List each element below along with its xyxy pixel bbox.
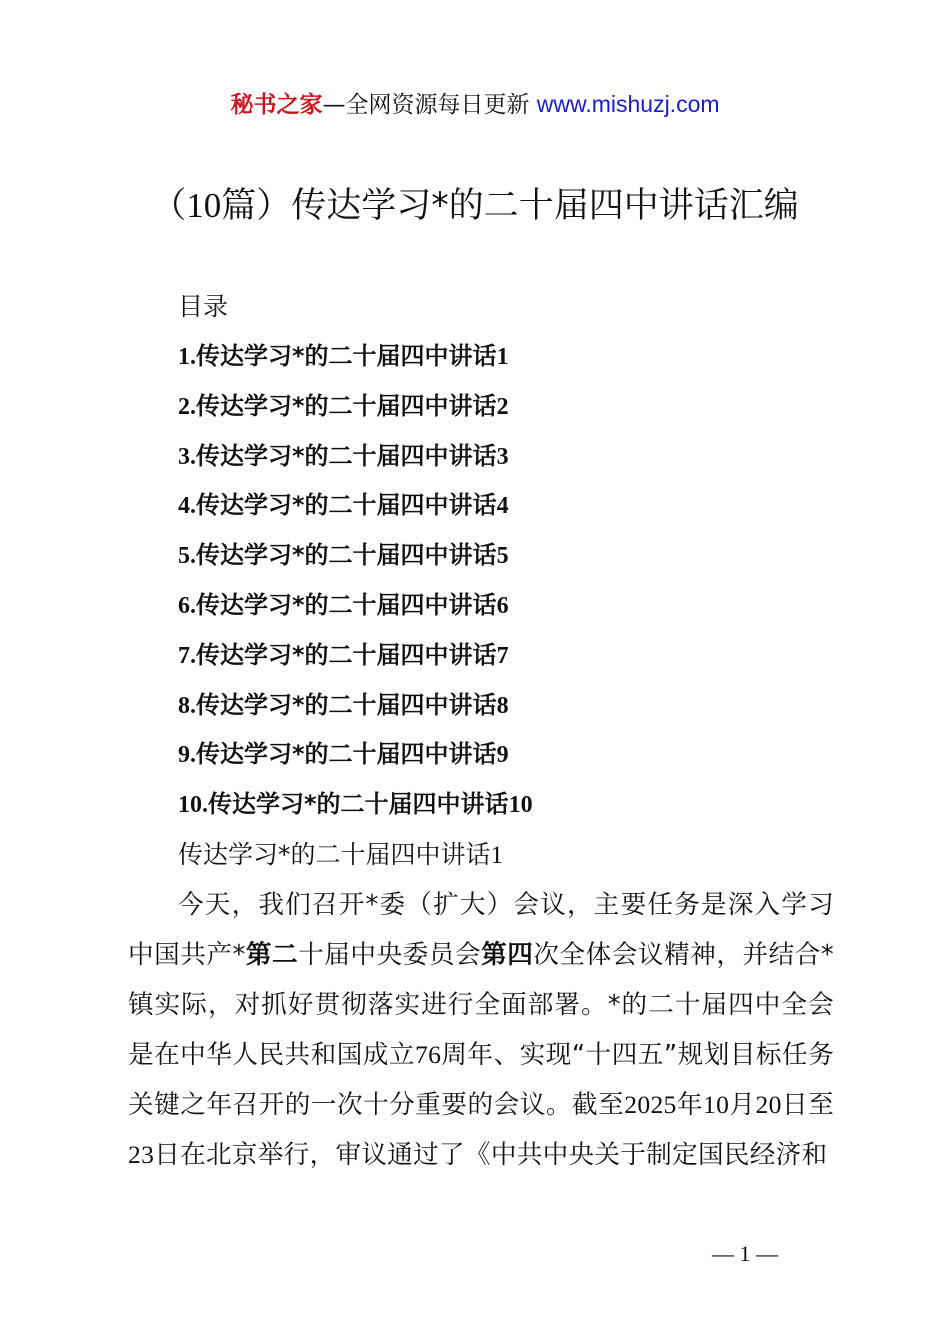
toc-item[interactable]: 6.传达学习*的二十届四中讲话6 (178, 590, 509, 619)
toc-item[interactable]: 9.传达学习*的二十届四中讲话9 (178, 740, 509, 769)
title-text: 篇）传达学习*的二十届四中讲话汇编 (221, 186, 799, 226)
toc-item[interactable]: 10.传达学习*的二十届四中讲话10 (178, 790, 533, 819)
table-of-contents (128, 332, 834, 830)
toc-item[interactable]: 2.传达学习*的二十届四中讲话2 (178, 391, 509, 420)
title-count: 10 (186, 186, 222, 225)
page-number: — 1 — (712, 1241, 778, 1266)
section-heading: 传达学习*的二十届四中讲话1 (178, 839, 504, 869)
toc-item[interactable]: 7.传达学习*的二十届四中讲话7 (178, 640, 509, 669)
toc-item[interactable]: 5.传达学习*的二十届四中讲话5 (178, 541, 509, 570)
site-banner (0, 88, 950, 121)
title-open-paren: （ (151, 186, 187, 226)
site-url[interactable]: www.mishuzj.com (536, 91, 720, 117)
toc-item[interactable]: 8.传达学习*的二十届四中讲话8 (178, 690, 509, 719)
body-paragraph: 今天，我们召开*委（扩大）会议，主要任务是深入学习中国共产*第二十届中央委员会第四次全体会议精神，并结合*镇实际，对抓好贯彻落实进行全面部署。*的二十届四中全会是在中华人民共和国成立76周年、实现“十四五”规划目标任务关键之年召开的一次十分重要的会议。截至2025年10月20日至23日在北京举行，审议通过了《中共中央关于制定国民经济和 (128, 889, 834, 1170)
toc-item[interactable]: 3.传达学习*的二十届四中讲话3 (178, 441, 509, 470)
brand-name: 秘书之家 (230, 92, 323, 118)
toc-item[interactable]: 1.传达学习*的二十届四中讲话1 (178, 342, 509, 370)
toc-item[interactable]: 4.传达学习*的二十届四中讲话4 (178, 491, 509, 520)
toc-heading: 目录 (178, 292, 229, 321)
banner-tagline: —全网资源每日更新 (322, 92, 537, 118)
document-title (0, 182, 950, 230)
document-body (128, 282, 834, 1180)
